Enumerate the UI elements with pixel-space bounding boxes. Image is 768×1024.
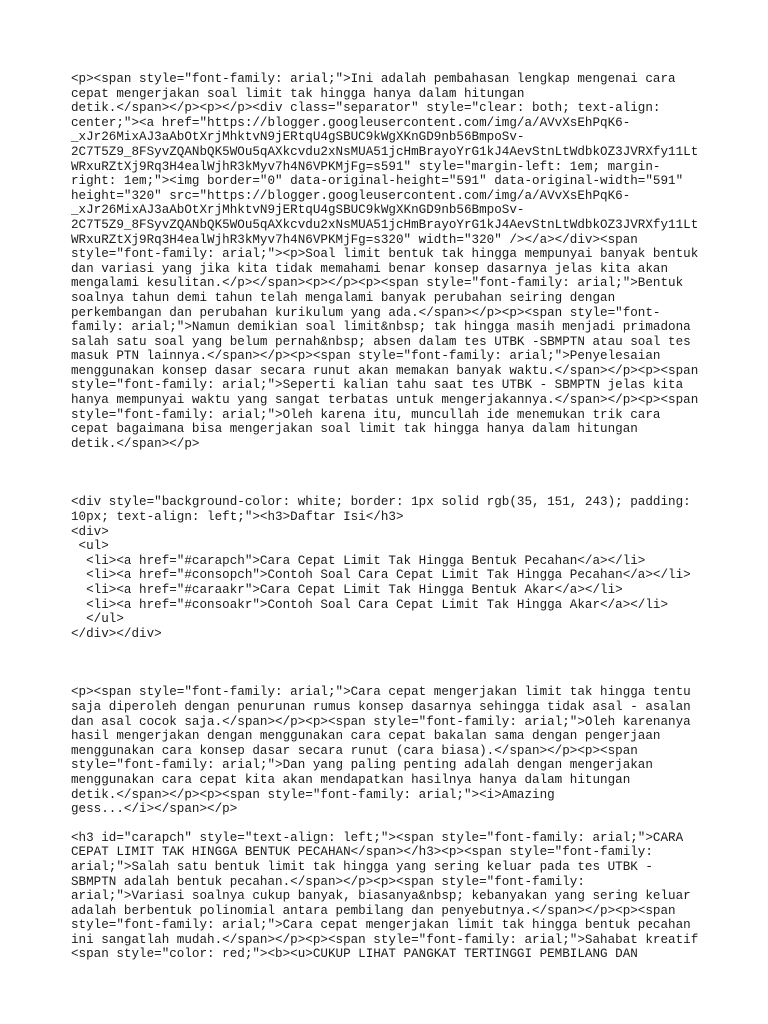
explanation-code-block: <p><span style="font-family: arial;">Cara cepat mengerjakan limit tak hingga tentu saja diperoleh dengan penurunan rumus konsep dasarnya sehingga tidak asal - asalan dan asal cocok saja.</span></p><p><span style="font-family: arial;">Oleh karenanya hasil mengerjakan dengan menggunakan cara cepat bakalan sama dengan pengerjaan menggunakan cara konsep dasar secara runut (cara biasa).</span></p><p><span style="font-family: arial;">Dan yang paling penting adalah dengan mengerjakan menggunakan cara cepat kita akan mendapatkan hasilnya hanya dalam hitungan detik.</span></p><p><span style="font-family: arial;"><i>Amazing gess...</i></span></p> <box>71 685 691 817</box>
table-of-contents-code-block: <div style="background-color: white; border: 1px solid rgb(35, 151, 243); padding: 10px; text-align: left;"><h3>Daftar Isi</h3> <div> <ul> <li><a href="#carapch">Cara Cepat Limit Tak Hingga Bentuk Pecahan</a></li> <li><a href="#consopch">Contoh Soal Cara Cepat Limit Tak Hingga Pecahan</a></li> <li><a href="#caraakr">Cara Cepat Limit Tak Hingga Bentuk Akar</a></li> <li><a href="#consoakr">Contoh Soal Cara Cepat Limit Tak Hingga Akar</a></li> </ul> </div></div> <box>71 495 691 641</box>
spacer <box>71 817 711 831</box>
section-fraction-code-block: <h3 id="carapch" style="text-align: left;"><span style="font-family: arial;">CARA CEPAT LIMIT TAK HINGGA BENTUK PECAHAN</span></h3><p><span style="font-family: arial;">Salah satu bentuk limit tak hingga yang sering keluar pada tes UTBK - SBMPTN adalah bentuk pecahan.</span></p><p><span style="font-family: arial;">Variasi soalnya cukup banyak, biasanya&nbsp; kebanyakan yang sering keluar adalah berbentuk polinomial antara pembilang dan penyebutnya.</span></p><p><span style="font-family: arial;">Cara cepat mengerjakan limit tak hingga bentuk pecahan ini sangatlah mudah.</span></p><p><span style="font-family: arial;">Sahabat kreatif <span style="color: red;"><b><u>CUKUP LIHAT PANGKAT TERTINGGI PEMBILANG DAN <box>71 830 699 962</box>
intro-code-block: <p><span style="font-family: arial;">Ini adalah pembahasan lengkap mengenai cara cepat mengerjakan soal limit tak hingga hanya dalam hitungan detik.</span></p><p></p><div class="separator" style="clear: both; text-align: center;"><a href="https://blogger.googleusercontent.com/img/a/AVvXsEhPqK6- _xJr26MixAJ3aAbOtXrjMhktvN9jERtqU4gSBUC9kWgXKnGD9nb56BmpoSv- 2C7T5Z9_8FSyvZQANbQK5WOu5qAXkcvdu2xNsMUA51jcHmBrayoYrG1kJ4AevStnLtWdbkOZ3JVRXfy11Lt WRxuRZtXj9Rq3H4ealWjhR3kMyv7h4N6VPKMjFg=s591" style="margin-left: 1em; margin- right: 1em;"><img border="0" data-original-height="591" data-original-width="591" height="320" src="https://blogger.googleusercontent.com/img/a/AVvXsEhPqK6- _xJr26MixAJ3aAbOtXrjMhktvN9jERtqU4gSBUC9kWgXKnGD9nb56BmpoSv- 2C7T5Z9_8FSyvZQANbQK5WOu5qAXkcvdu2xNsMUA51jcHmBrayoYrG1kJ4AevStnLtWdbkOZ3JVRXfy11Lt WRxuRZtXj9Rq3H4ealWjhR3kMyv7h4N6VPKMjFg=s320" width="320" /></a></div><span style="font-family: arial;"><p>Soal limit bentuk tak hingga mempunyai banyak bentuk dan variasi yang jika kita tidak memahami benar konsep dasarnya jelas kita akan mengalami kesulitan.</p></span><p></p><p><span style="font-family: arial;">Bentuk soalnya tahun demi tahun telah mengalami banyak perubahan seiring dengan perkembangan dan perubahan kurikulum yang ada.</span></p><p><span style="font- family: arial;">Namun demikian soal limit&nbsp; tak hingga masih menjadi primadona salah satu soal yang belum pernah&nbsp; absen dalam tes UTBK -SBMPTN atau soal tes masuk PTN lainnya.</span></p><p><span style="font-family: arial;">Penyelesaian menggunakan konsep dasar secara runut akan memakan banyak waktu.</span></p><p><span style="font-family: arial;">Seperti kalian tahu saat tes UTBK - SBMPTN jelas kita hanya mempunyai waktu yang sangat terbatas untuk mengerjakannya.</span></p><p><span style="font-family: arial;">Oleh karena itu, muncullah ide menemukan trik cara cepat bagaimana bisa mengerjakan soal limit tak hingga hanya dalam hitungan detik.</span></p> <box>71 72 699 451</box>
spacer <box>71 641 711 685</box>
document-page <box>71 72 711 962</box>
spacer <box>71 451 711 495</box>
